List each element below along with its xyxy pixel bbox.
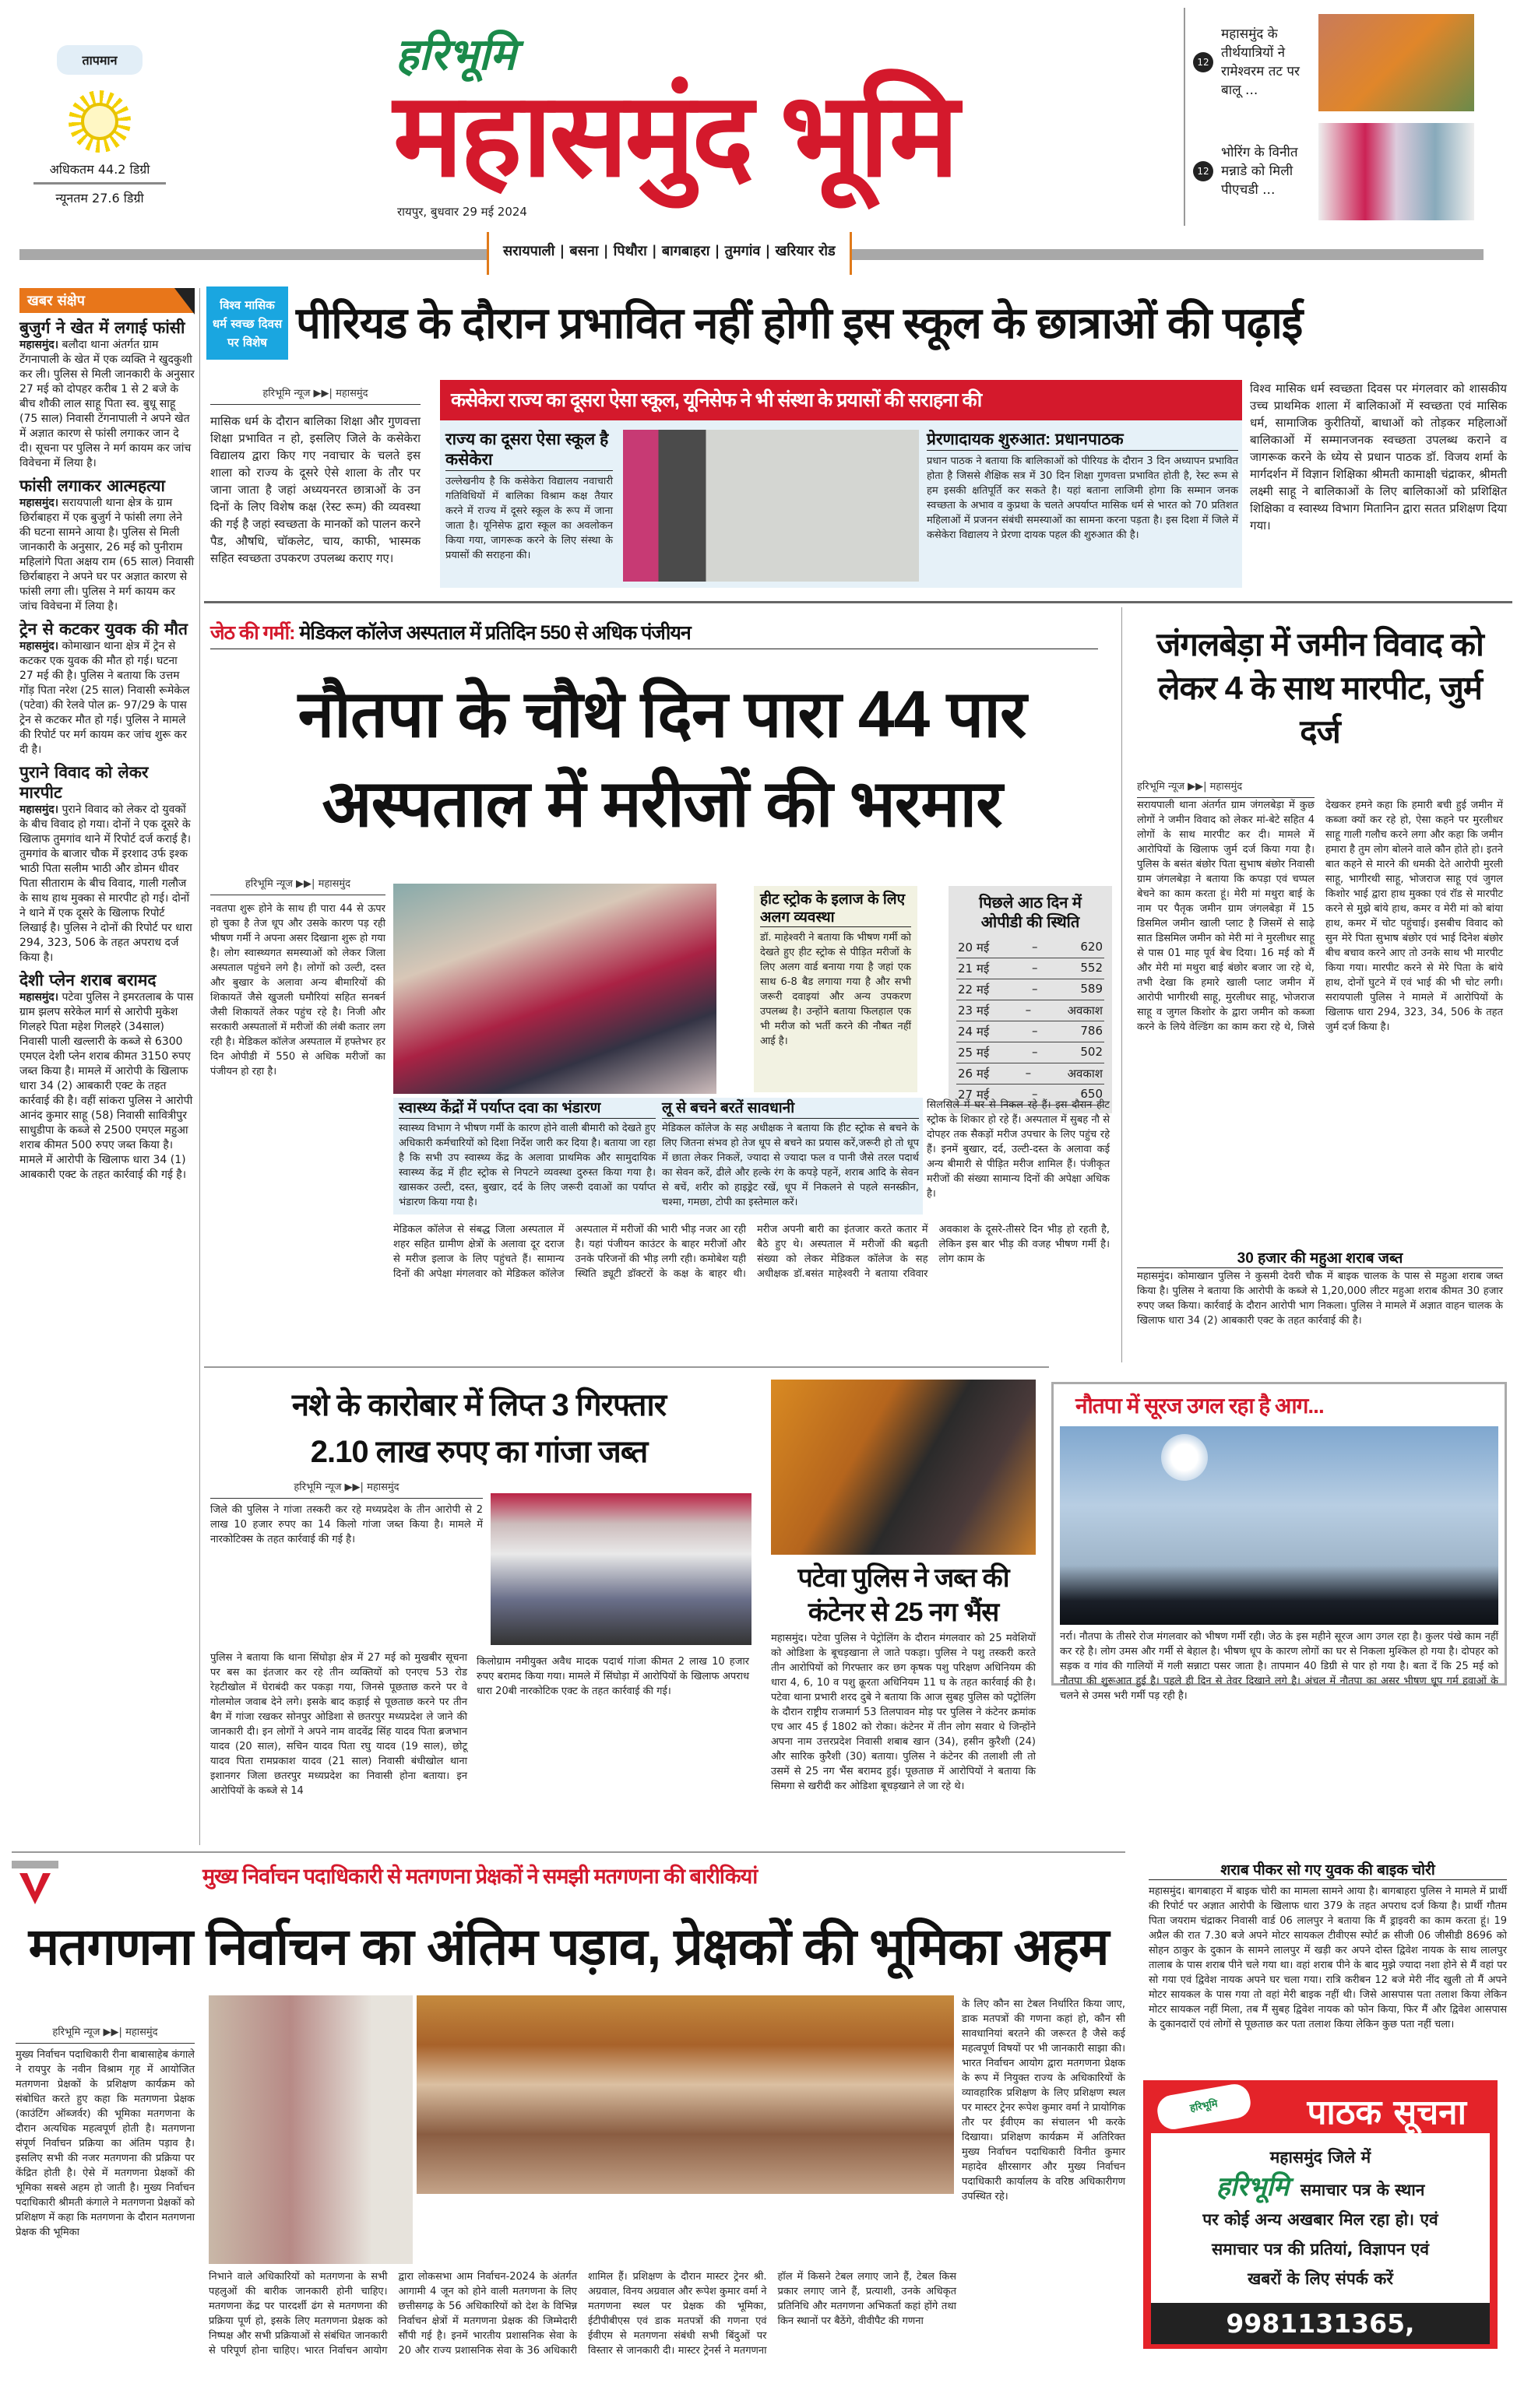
dateline: रायपुर, बुधवार 29 मई 2024 (397, 205, 527, 219)
speaker-photo (209, 1995, 413, 2264)
heat-photo-feature (1051, 1382, 1507, 1702)
opd-date: 21 मई (958, 961, 990, 976)
heat-right-column: सिलसिले में घर से निकल रहे हैं। इस दौरान हीट स्ट्रोक के शिकार हो रहे हैं। अस्पताल में सुबह नौ से दोपहर तक सैकड़ों मरीज उपचार के लिए पहुंच रहे हैं। इनमें बुखार, दर्द, उल्टी-दस्त के अलावा कई अन्य बीमारी से पीड़ित मरीज शामिल हैं। पंजीकृत मरीजों की संख्या सामान्य दिनों की अपेक्षा अधिक है। (927, 1099, 1110, 1200)
election-headline: मतगणना निर्वाचन का अंतिम पड़ाव, प्रेक्षकों की भूमिका अहम (28, 1918, 1109, 1975)
election-right-column: के लिए कौन सा टेबल निर्धारित किया जाए, डाक मतपत्रों की गणना कहां हो, कौन सी सावधानियां बरतने की जरूरत है जैसे कई महत्वपूर्ण विषयों पर भी जानकारी साझा की। भारत निर्वाचन आयोग द्वारा मतगणना प्रेक्षक के रूप में नियुक्त राज्य के अधिकारियों के व्यावहारिक प्रशिक्षण के लिए प्रशिक्षण स्थल पर मास्टर ट्रेनर रूपेश कुमार वर्मा ने प्रायोगिक तौर पर ईवीएम का संचालन भी करके दिखाया। प्रशिक्षण कार्यक्रम में अतिरिक्त मुख्य निर्वाचन पदाधिकारी विनीत कुमार महादेव क्षीरसागर और मुख्य निर्वाचन पदाधिकारी कार्यालय के वरिष्ठ अधिकारीगण उपस्थित रहे। (962, 1998, 1125, 2202)
dash: – (1032, 940, 1038, 954)
box-title: लू से बचने बरतें सावधानी (662, 1099, 919, 1119)
teaser-text: महासमुंद के तीर्थयात्रियों ने रामेश्वरम तट पर बालू ... (1221, 26, 1300, 98)
temperature-label: तापमान (57, 45, 143, 75)
town-list: सरायपाली | बसना | पिथौरा | बागबाहरा | तुमगांव | खरियार रोड (487, 232, 852, 275)
edition-title: महासमुंद भूमि (393, 69, 956, 200)
box-body: मेडिकल कॉलेज के सह अधीक्षक ने बताया कि हीट स्ट्रोक से बचने के लिए जितना संभव हो तेज धूप से बचने का प्रयास करें,जरूरी हो तो धूप में छाता लेकर निकलें, ज्यादा से ज्यादा फल व पानी जैसे तरल पदार्थ का सेवन करें, ढीले और हल्के रंग के कपड़े पहनें, शराब आदि के सेवन से बचें, शरीर को हाइड्रेट रखें, धूप में निकलने से पहले सनस्क्रीन, चश्मा, गमछा, टोपी का इस्तेमाल करें। (662, 1123, 919, 1208)
opd-value: 589 (1080, 982, 1103, 996)
opd-date: 22 मई (958, 983, 990, 997)
byline: हरिभूमि न्यूज ▶▶| महासमुंद (210, 385, 421, 405)
opd-title: पिछले आठ दिन में ओपीडी की स्थिति (979, 895, 1082, 931)
heat-bottom-columns: मेडिकल कॉलेज से संबद्ध जिला अस्पताल में शहर सहित ग्रामीण क्षेत्रों के अलावा दूर दराज से मरीज इलाज के लिए पहुंचते हैं। सामान्य दिनों की अपेक्षा मंगलवार को मेडिकल कॉलेज अस्पताल में मरीजों की भारी भीड़ नजर आ रही है। यहां पंजीयन काउंटर के बाहर मरीजों और उनके परिजनों की भीड़ लगी रही। कमोबेश यही स्थिति ड्यूटी डॉक्टरों के कक्ष के बाहर थी। मरीज अपनी बारी का इंतजार करते कतार में बैठे हुए थे। अस्पताल में मरीजों की बढ़ती संख्या को लेकर मेडिकल कॉलेज के सह अधीक्षक डॉ.बसंत माहेश्वरी ने बताया रविवार अवकाश के दूसरे-तीसरे दिन भीड़ हो रहती है, लेकिन इस बार भीड़ की वजह भीषण गर्मी है। लोग काम के (393, 1224, 1110, 1280)
land-dispute-headline: जंगलबेड़ा में जमीन विवाद को लेकर 4 के साथ मारपीट, जुर्म दर्ज (1156, 626, 1484, 750)
brief-title: पुराने विवाद को लेकर मारपीट (19, 763, 149, 802)
byline: हरिभूमि न्यूज ▶▶| महासमुंद (210, 1479, 483, 1499)
column-divider (199, 288, 200, 1845)
section-rule (12, 1851, 1125, 1853)
buffalo-body: महासमुंद। पटेवा पुलिस ने पेट्रोलिंग के दौरान मंगलवार को 25 मवेशियों को ओडिशा के बूचड़खाना ले जाते पकड़ा। पुलिस ने पशु तस्करी करते तीन आरोपियों को गिरफ्तार कर छग कृषक पशु परिक्षण अधिनियम की धारा 4, 6, 10 व पशु क्रूरता अधिनियम 11 घ के तहत कार्रवाई की है। पटेवा थाना प्रभारी शरद दुबे ने बताया कि आज सुबह पुलिस को पट्रोलिंग के दौरान राष्ट्रीय राजमार्ग 53 तिलपावन मोड़ पर पुलिस ने कंटेनर क्रमांक एच आर 45 ई 1802 को रोका। कंटेनर में तीन लोग सवार थे जिन्होंने अपना नाम उत्तरप्रदेश निवासी शबाब खान (34), हसीन कुरैशी (24) और सारिक कुरैशी (30) बताया। पुलिस ने कंटेनर की तलाशी ली तो उसमें से 25 नग भैंस बरामद हुई। पूछताछ में आरोपियों ने बताया कि सिमगा से खरीदी कर ओडिशा बूचड़खाने ले जा रहे थे। (771, 1633, 1036, 1792)
dash: – (1032, 982, 1038, 996)
section-rule (204, 1366, 1049, 1368)
kasekera-box-1 (445, 430, 613, 563)
weather-box (22, 23, 178, 206)
opd-date: 25 मई (958, 1046, 990, 1060)
heat-column-1: नवतपा शुरू होने के साथ ही पारा 44 से ऊपर हो चुका है तेज धूप और उसके कारण पड़ रही भीषण गर्मी ने अपना असर दिखाना शुरू हो गया है। लोग स्वास्थ्यगत समस्याओं को लेकर जिला अस्पताल पहुंचने लगे है। लोगों को उल्टी, दस्त और बुखार के अलावा अन्य बीमारियों की शिकायतें जैसे खुजली घमौरियां सहित सनबर्न जैसी शिकायतें लेकर पहुंच रहे है। निजी और सरकारी अस्पतालों में मरीजों की लंबी कतार लग रही है। मेडिकल कॉलेज अस्पताल में हफ्तेभर हर दिन ओपीडी में 550 से अधिक मरीजों का पंजीयन हो रहा है। (210, 903, 385, 1077)
mahua-body: महासमुंद। कोमाखान पुलिस ने कुसमी देवरी चौक में बाइक चालक के पास से महुआ शराब जब्त किया है। पुलिस ने बताया कि आरोपी के कब्जे से 1,20,000 लीटर महुआ शराब कीमत 30 हजार रुपए जब्त किया। कार्रवाई के दौरान आरोपी भाग निकला। पुलिस ने मामले में अज्ञात वाहन चालक के खिलाफ धारा 34 (2) आबकारी एक्ट के तहत कार्रवाई की है। (1137, 1271, 1503, 1327)
page-number-badge: 12 (1193, 52, 1213, 72)
dash: – (1025, 1003, 1032, 1017)
hospital-crowd-photo (393, 884, 716, 1094)
opd-value: अवकाश (1067, 1004, 1103, 1018)
brief-item (19, 762, 195, 965)
training-hall-photo (417, 1995, 954, 2194)
dash: – (1032, 961, 1038, 975)
section-rule (204, 601, 1512, 603)
arrested-accused-photo (491, 1493, 751, 1645)
opd-table (949, 886, 1112, 1113)
brief-item (19, 619, 195, 758)
opd-row (956, 979, 1104, 1000)
opd-row (956, 1021, 1104, 1042)
buffalo-container-photo (771, 1380, 1036, 1555)
brief-body: महासमुंद। कोमाखान थाना क्षेत्र में ट्रेन से कटकर एक युवक की मौत हो गई। घटना 27 मई की है। पुलिस ने बताया कि उत्तम गोंड़ पिता नरेश (25 साल) निवासी रूमेकेल (पटेवा) की रेलवे पोल क्र- 97/29 के पास ट्रेन से कटकर मौत हो गई। पुलिस ने मामले की रिपोर्ट पर मर्ग कायम कर जांच शुरू कर दी है। (19, 640, 190, 756)
teaser-photo (1318, 14, 1474, 111)
opd-date: 24 मई (958, 1025, 990, 1039)
dash: – (1025, 1066, 1032, 1080)
brief-title: देशी प्लेन शराब बरामद (19, 971, 157, 990)
kasekera-box-2 (927, 430, 1238, 543)
byline: हरिभूमि न्यूज ▶▶| महासमुंद (1137, 779, 1315, 798)
dash: – (1032, 1024, 1038, 1038)
opd-value: 502 (1080, 1045, 1103, 1059)
election-kicker: मुख्य निर्वाचन पदाधिकारी से मतगणना प्रेक्षकों ने समझी मतगणना की बारीकियां (202, 1865, 758, 1888)
opd-date: 20 मई (958, 940, 990, 954)
box-title: राज्य का दूसरा ऐसा स्कूल है कसेकेरा (445, 430, 613, 471)
opd-date: 27 मई (958, 1088, 990, 1102)
teaser-item[interactable] (1185, 8, 1503, 117)
heat-kicker: जेठ की गर्मी: मेडिकल कॉलेज अस्पताल में प्रतिदिन 550 से अधिक पंजीयन (210, 619, 1098, 649)
kasekera-banner: कसेकेरा राज्य का दूसरा ऐसा स्कूल, यूनिसेफ ने भी संस्था के प्रयासों की सराहना की (440, 380, 1242, 420)
box-body: उल्लेखनीय है कि कसेकेरा विद्यालय नवाचारी गतिविधियों में बालिका विश्राम कक्ष तैयार करने में राज्य में दूसरे स्कूल के रूप में जाना जाता है। यूनिसेफ द्वारा स्कूल का अवलोकन किया गया, जागरूक करने के लिए संस्था के प्रयासों की सराहना की। (445, 476, 613, 561)
drug-body-2: पुलिस ने बताया कि थाना सिंघोड़ा क्षेत्र में 27 मई को मुखबीर सूचना पर बस का इंतजार कर रहे तीन व्यक्तियों को एनएच 53 रोड रेहटीखोल में घेराबंदी कर पकड़ा गया, जिनसे पूछताछ करने पर वे गोलमोल जवाब देने लगे। इसके बाद कड़ाई से पूछताछ करने पर तीन बैग में गांजा रखकर सोनपुर ओडिशा से छतरपुर मध्यप्रदेश ले जाने की जानकारी दी। इन लोगों ने अपने नाम वादवेंद्र सिंह यादव पिता ब्रजभान यादव (20 साल), सचिन यादव पिता रघु यादव (19 साल), छोटू यादव पिता रामप्रकाश यादव (21 साल) निवासी बंधीखोल थाना इशानगर जिला छतरपुर मध्यप्रदेश का निवासी होना बताया। इन आरोपियों के कब्जे से 14 (210, 1652, 467, 1797)
opd-date: 26 मई (958, 1067, 990, 1081)
page-number-badge: 12 (1193, 161, 1213, 181)
brief-item (19, 476, 195, 614)
drug-body-1: जिले की पुलिस ने गांजा तस्करी कर रहे मध्यप्रदेश के तीन आरोपी से 2 लाख 10 हजार रुपए का 14 किलो गांजा जब्त किया है। मामले में नारकोटिक्स के तहत कार्रवाई की गई है। (210, 1504, 483, 1545)
dash: – (1032, 1087, 1038, 1101)
brief-body: महासमुंद। बलौदा थाना अंतर्गत ग्राम टेंगनापाली के खेत में एक व्यक्ति ने खुदकुशी कर ली। पुलिस से मिली जानकारी के अनुसार 27 मई को दोपहर करीब 1 से 2 बजे के बीच शौकी लाल साहू पिता स्व. बुधू साहू (75 साल) निवासी टेंगनापाली ने अपने खेत में अज्ञात कारण से फांसी लगाकर जान दे दी। सूचना पर पुलिस ने मर्ग कायम कर जांच विवेचना में लिया है। (19, 339, 195, 469)
teaser-text: भोरिंग के विनीत मन्नाडे को मिली पीएचडी ... (1221, 145, 1298, 198)
period-body: मासिक धर्म के दौरान बालिका शिक्षा और गुणवत्ता शिक्षा प्रभावित न हो, इसलिए जिले के कसेकेरा विद्यालय द्वारा किए गए नवाचार के चलते इस शाला को राज्य के दूसरे ऐसे शाला के तौर पर जाना जाता है जहां अध्ययनरत छात्राओं के उन दिनों के लिए विशेष कक्ष (रेस्ट रूम) की व्यवस्था की गई है जहां स्वच्छता के मानकों को पालन करने पैड, औषधि, चॉकलेट, चाय, काफी, भास्मक सहित स्वच्छता उपकरण उपलब्ध कराए गए। (210, 414, 421, 565)
teaser-photo (1318, 123, 1474, 220)
opd-row (956, 958, 1104, 979)
box-body: डॉ. माहेश्वरी ने बताया कि भीषण गर्मी को देखते हुए हीट स्ट्रोक से पीड़ित मरीजों के लिए अलग वार्ड बनाया गया है जहां एक साथ 6-8 बैड लगाया गया है और सभी जरूरी दवाइयां और अन्य उपकरण उपलब्ध है। उन्होंने बताया फिलहाल एक भी मरीज को भर्ती करने की नौबत नहीं आई है। (760, 932, 911, 1047)
column-divider (1121, 607, 1122, 1362)
brief-title: बुजुर्ग ने खेत में लगाई फांसी (19, 318, 185, 337)
heatstroke-box (754, 886, 917, 1092)
temperature-max: अधिकतम 44.2 डिग्री (33, 160, 166, 185)
brief-body: महासमुंद। पुराने विवाद को लेकर दो युवकों के बीच विवाद हो गया। दोनों ने एक दूसरे के खिलाफ तुमगांव थाने में रिपोर्ट दर्ज कराई है। तुमगांव के बाजार चौक में इरशाद उर्फ इश्क भाठी पिता सलीम भाठी और डोमन धीवर पिता सीताराम के बीच विवाद, गाली गलौज के साथ हाथ मुक्का से मारपीट हो गई। दोनों ने थाने में एक दूसरे के खिलाफ रिपोर्ट लिखाई है। पुलिस ने दोनों की रिपोर्ट पर धारा 294, 323, 506 के तहत अपराध दर्ज किया है। (19, 803, 192, 964)
drug-headline: नशे के कारोबार में लिप्त 3 गिरफ्तार 2.10 लाख रुपए का गांजा जब्त (291, 1388, 667, 1469)
opd-value: अवकाश (1067, 1067, 1103, 1081)
notice-body: महासमुंद जिले में हरिभूमि समाचार पत्र के स्थान पर कोई अन्य अखबार मिल रहा हो। एवं समाचार पत्र की प्रतियां, विज्ञापन एवं खबरों के लिए संपर्क करें (1151, 2133, 1490, 2303)
heatwave-advice-box (662, 1099, 919, 1210)
contact-phone[interactable]: 9981131365, 9098324969 (1151, 2303, 1490, 2344)
period-headline: पीरियड के दौरान प्रभावित नहीं होगी इस स्कूल के छात्राओं की पढ़ाई (296, 298, 1303, 347)
box-title: हीट स्ट्रोक के इलाज के लिए अलग व्यवस्था (760, 891, 911, 927)
opd-date: 23 मई (958, 1004, 990, 1018)
special-tag: विश्व मासिक धर्म स्वच्छ दिवस पर विशेष (206, 286, 288, 360)
box-body: स्वास्थ्य विभाग ने भीषण गर्मी के कारण होने वाली बीमारी को देखते हुए अधिकारी कर्मचारियों को दिशा निर्देश जारी कर दिया है। बताया जा रहा है कि सभी उप स्वास्थ्य केंद्र के अलावा प्राथमिक और सामुदायिक स्वास्थ्य केंद्र में हीट स्ट्रोक से निपटने व्यवस्था दुरुस्त किया गया है। खासकर उल्टी, दस्त, बुखार, दर्द के लिए जरूरी दवाओं का पर्याप्त भंडारण किया गया है। (399, 1123, 656, 1208)
land-dispute-body: सरायपाली थाना अंतर्गत ग्राम जंगलबेड़ा में कुछ लोगों ने जमीन विवाद को लेकर मां-बेटे सहित 4 लोगों के साथ मारपीट कर दी। मामले में आरोपियों के खिलाफ जुर्म दर्ज किया गया है। पुलिस के बसंत बंछोर पिता सुभाष बंछोर निवासी ग्राम जंगलबेड़ा ने बताया कि कपड़ा एवं चप्पल बेचने का काम करता हूं। मेरी मां मथुरा बाई के नाम पर पैतृक जमीन ग्राम जंगलबेड़ा में 15 डिसमिल जमीन खाली प्लाट है जिसमें से साढ़े सात डिसमिल जमीन को मेरी मां ने मुरलीधर साहू से पास 01 माह पूर्व बेच दिया। 16 मई को मैं और मेरी मां मथुरा बाई बंछोर बजार जा रहे थे, तभी देखा कि हमारे खाली प्लाट जमीन में आरोपी भागीरथी साहू, मुरलीधर साहू, भोजराज साहू व जुगल किशोर के द्वारा जमीन को कब्जा करने के लिये वेल्डिंग का काम करा रहे थे, जिसे देखकर हमने कहा कि हमारी बची हुई जमीन में कब्जा क्यों कर रहे हो, ऐसा कहने पर मुरलीधर साहू गाली गलौच करने लगा और कहा कि जमीन हमारा है तुम लोग बोलने वाले कौन होते हो। इतने बात कहने से मारने की धमकी देते आरोपी मुरली साहू, भागीरथी साहू, भोजराज साहू एवं जुगल किशोर भाई द्वारा हाथ मुक्का एवं रॉड से मारपीट करने से मुझे बांये हाथ, कमर व मेरी मां को बांया हाथ, कमर में चोट पहुंचाई। इसबीच विवाद को सुन मेरे पिता सुभाष बंछोर एवं भाई दिनेश बंछोर बीच बचाव करने आए तो उनके साथ भी मारपीट किया गया। मारपीट करने से मेरे पिता के बांये हाथ, दोनों घुटने में एवं भाई की भी चोट लगी। सरायपाली पुलिस ने मामले में आरोपियों के खिलाफ धारा 294, 323, 34, 506 के तहत जुर्म दर्ज किया है। (1137, 800, 1503, 1033)
box-title: प्रेरणादायक शुरुआत: प्रधानपाठक (927, 430, 1238, 451)
sun-headline: नौतपा में सूरज उगल रहा है आग... (1075, 1394, 1324, 1418)
opd-value: 650 (1080, 1087, 1103, 1101)
brief-body: महासमुंद। सरायपाली थाना क्षेत्र के ग्राम छिर्राबाहरा में एक बुजुर्ग ने फांसी लगा लेने की घटना सामने आया है। पुलिस से मिली जानकारी के अनुसार, 26 मई को पुनीराम महिलांगे पिता अक्षय राम (65 साल) निवासी छिर्राबाहरा ने अपने घर पर अज्ञात कारण से फांसी लगा ली। पुलिस ने मर्ग कायम कर जांच विवेचना में लिया है। (19, 497, 195, 613)
sun-caption: नर्रा। नौतपा के तीसरे रोज मंगलवार को भीषण गर्मी रही। जेठ के इस महीने सूरज आग उगल रहा है। कुलर पंखे काम नहीं कर रहे है। लोग उमस और गर्मी से बेहाल है। भीषण धूप के कारण लोगों का घर से निकला मुश्किल हो गया है। दोपहर को सड़क व गांव की गालियों में गली सन्नाटा पसर जाता है। तापमान 40 डिग्री से पार हो गया है। बता दें कि 25 मई को नौतपा की शुरूआत हुई है। पहले ही दिन से तेवर दिखाने लगे है। अंचल में नौतपा का असर भीषण धूप गर्म हवाओं के चलने से उमस भरी गर्मी पड़ रही है। (1060, 1631, 1498, 1702)
election-column-1: मुख्य निर्वाचन पदाधिकारी रीना बाबासाहेब कंगाले ने रायपुर के नवीन विश्राम गृह में आयोजित मतगणना प्रेक्षकों के प्रशिक्षण कार्यक्रम को संबोधित करते हुए कहा कि मतगणना प्रेक्षक (काउंटिंग ऑब्जर्वर) की भूमिका मतगणना के दौरान अत्यधिक महत्वपूर्ण होती है। मतगणना संपूर्ण निर्वाचन प्रक्रिया का अंतिम पड़ाव है। इसलिए सभी की नजर मतगणना की प्रक्रिया पर केंद्रित होती है। ऐसे में मतगणना प्रेक्षकों की भूमिका सबसे अहम हो जाती है। मुख्य निर्वाचन पदाधिकारी श्रीमती कंगाले ने मतगणना प्रेक्षकों को प्रशिक्षण में कहा कि मतगणना के दौरान मतगणना प्रेक्षक की भूमिका (16, 2049, 195, 2238)
mahua-headline: 30 हजार की महुआ शराब जब्त (1137, 1247, 1503, 1268)
opd-value: 552 (1080, 961, 1103, 975)
rest-room-photo (623, 430, 919, 582)
sky-sun-photo (1060, 1426, 1498, 1625)
buffalo-headline: पटेवा पुलिस ने जब्त की कंटेनर से 25 नग भैंस (797, 1563, 1009, 1627)
brief-item (19, 970, 195, 1183)
reader-notice-ad (1143, 2080, 1498, 2380)
notice-title: पाठक सूचना (1307, 2093, 1466, 2132)
medicine-box (399, 1099, 656, 1210)
opd-row (956, 1000, 1104, 1021)
election-columns: निभाने वाले अधिकारियों को मतगणना के सभी पहलुओं की बारीक जानकारी होनी चाहिए। मतगणना केंद्र पर पारदर्शी ढंग से मतगणना की प्रक्रिया पूर्ण हो, इसके लिए मतगणना प्रेक्षक को निष्पक्ष और सभी प्रक्रियाओं से संबंधित जानकारी से परिपूर्ण होना चाहिए। भारत निर्वाचन आयोग द्वारा लोकसभा आम निर्वाचन-2024 के अंतर्गत आगामी 4 जून को होने वाली मतगणना के लिए छत्तीसगढ़ के 56 अधिकारियों को देश के विभिन्न निर्वाचन क्षेत्रों में मतगणना प्रेक्षक की जिम्मेदारी सौंपी गई है। इनमें भारतीय प्रशासनिक सेवा के 20 और राज्य प्रशासनिक सेवा के 36 अधिकारी शामिल हैं। प्रशिक्षण के दौरान मास्टर ट्रेनर श्री. अग्रवाल, विनय अग्रवाल और रूपेश कुमार वर्मा ने मतगणना स्थल पर प्रेक्षक की भूमिका, ईटीपीबीएस एवं डाक मतपत्रों की गणना एवं ईवीएम से मतगणना संबंधी सभी बिंदुओं पर विस्तार से जानकारी दी। मास्टर ट्रेनर्स ने मतगणना हॉल में किसने टेबल लगाए जाने हैं, टेबल किस प्रकार लगाए जाने हैं, प्रत्याशी, उनके अधिकृत प्रतिनिधि और मतगणना अभिकर्ता कहां होंगे तथा किन स्थानों पर बैठेंगे, वीवीपैट की गणना (209, 2271, 956, 2357)
heat-headline: नौतपा के चौथे दिन पारा 44 पार अस्पताल में मरीजों की भरमार (297, 677, 1026, 840)
news-briefs (19, 288, 195, 1183)
byline: हरिभूमि न्यूज ▶▶| महासमुंद (210, 876, 385, 895)
opd-row (956, 937, 1104, 958)
briefs-tag: खबर संक्षेप (19, 288, 195, 313)
brand-logo: हरिभूमि (1216, 2171, 1290, 2202)
period-right-column: विश्व मासिक धर्म स्वच्छता दिवस पर मंगलवार को शासकीय उच्च प्राथमिक शाला में बालिकाओं में स्वच्छता एवं मासिक धर्म, सामाजिक कुरीतियों, बाधाओं को तोड़कर महिलाओं बालिकाओं में सम्मानजनक स्वच्छता उपलब्ध कराने व जागरूक करने के ध्येय से प्रधान पाठक डॉ. विजय शर्मा के मार्गदर्शन में विज्ञान शिक्षिका श्रीमती कामाक्षी चंद्राकर, श्रीमती लक्ष्मी साहू ने बालिकाओं के लिए बालिकाओं को प्रशिक्षित शिक्षिका व स्वास्थ्य विभाग मितानिन द्वारा सतत प्रशिक्षण दिया गया। (1250, 381, 1507, 533)
opd-value: 786 (1080, 1024, 1103, 1038)
brief-body: महासमुंद। पटेवा पुलिस ने इमरतलाब के पास ग्राम झलप सरेकेल मार्ग से आरोपी मुकेश गिलहरे पिता महेश गिलहरे (34साल) निवासी पाली खल्लारी के कब्जे से 6300 एमएल देशी प्लेन शराब कीमत 3150 रुपए जब्त किया है। मामले में आरोपी के खिलाफ धारा 34 (2) आबकारी एक्ट के तहत कार्रवाई की है। वहीं सांकरा पुलिस ने आरोपी आनंद कुमार साहू (58) निवासी सावित्रीपुर साधुडीपा के कब्जे से 2500 एमएल महुआ शराब कीमत 500 रुपए जब्त किया है। मामले में आरोपी के खिलाफ धारा 34 (1) आबकारी एक्ट के तहत कार्रवाई की गई है। (19, 991, 194, 1181)
box-body: प्रधान पाठक ने बताया कि बालिकाओं को पीरियड के दौरान 3 दिन अध्यापन प्रभावित होता है जिससे शैक्षिक सत्र में 30 दिन शिक्षा गुणवत्ता प्रभावित होती है, रेस्ट रूम से हम इसकी क्षतिपूर्ति कर सकते है। यहां बताना लाजिमी होगा कि सम्मान जनक स्वच्छता के अभाव व कुप्रथा के चलते अपर्याप्त मासिक धर्म से भारत को 70 प्रतिशत महिलाओं में प्रजनन संबंधी समस्याओं का सामना करना पड़ता है। इस दिशा में जिले में कसेकेरा विद्यालय ने प्रेरणा दायक पहल की शुरुआत की है। (927, 455, 1238, 541)
byline: हरिभूमि न्यूज ▶▶| महासमुंद (16, 2024, 195, 2044)
sun-icon (1161, 1434, 1208, 1481)
sun-icon (69, 90, 131, 153)
brief-title: ट्रेन से कटकर युवक की मौत (19, 620, 188, 638)
opd-row (956, 1063, 1104, 1084)
teaser-item[interactable] (1185, 117, 1503, 226)
newspaper-roll-icon: हरिभूमि (1155, 2082, 1253, 2132)
brand-logo-small: हरिभूमि (396, 30, 516, 79)
brief-item (19, 318, 195, 471)
drug-body-3: किलोग्राम नमीयुक्त अवैध मादक पदार्थ गांजा कीमत 2 लाख 10 हजार रुपए बरामद किया गया। मामले में सिंघोड़ा में आरोपियों के खिलाफ अपराध धारा 20बी नारकोटिक एक्ट के तहत कार्रवाई की गई। (477, 1656, 749, 1697)
brief-title: फांसी लगाकर आत्महत्या (19, 476, 165, 495)
box-title: स्वास्थ्य केंद्रों में पर्याप्त दवा का भंडारण (399, 1099, 656, 1119)
bike-theft-headline: शराब पीकर सो गए युवक की बाइक चोरी (1149, 1859, 1507, 1880)
temperature-min: न्यूनतम 27.6 डिग्री (55, 191, 144, 206)
opd-row (956, 1042, 1104, 1063)
opd-value: 620 (1080, 940, 1103, 954)
bike-theft-body: महासमुंद। बागबाहरा में बाइक चोरी का मामला सामने आया है। बागबाहरा पुलिस ने मामले में प्रार्थी की रिपोर्ट पर अज्ञात आरोपी के खिलाफ धारा 379 के तहत अपराध दर्ज किया है। प्रार्थी गौतम पिता जयराम चंद्राकर निवासी वार्ड 06 लालपुर ने बताया कि मैं ड्राइवरी का काम करता हूं। 19 अप्रैल की रात 7.30 बजे अपने मोटर सायकल टीवीएस स्पोर्ट क्र सीजी 06 जीसीडी 8696 को सोहन ठाकुर के दुकान के सामने लालपुर में खड़ी कर अपने दोस्त द्विवेश नायक के साथ लालपुर तालाब के पास शराब पीने चले गया था। वहां शराब पीने के बाद मुझे ज्यादा नशा होने से मैं वहां पर सो गया एवं द्विवेश नायक अपने घर चला गया। रात्रि करीबन 12 बजे मेरी नींद खुली तो मैं अपने मोटर सायकल के पास गया तो वहां मेरी बाइक नहीं थी। जिसे आसपास पता तलाश किया लेकिन मोटर सायकल नहीं मिला, तब मैं सुबह द्विवेश नायक को फोन किया, फिर मैं और द्विवेश आसपास के दुकानदारों एवं लोगों से पूछताछ कर पता तलाश किया लेकिन कुछ पता नहीं चला। (1149, 1886, 1507, 2030)
teaser-panel (1184, 8, 1503, 226)
dash: – (1032, 1045, 1038, 1059)
